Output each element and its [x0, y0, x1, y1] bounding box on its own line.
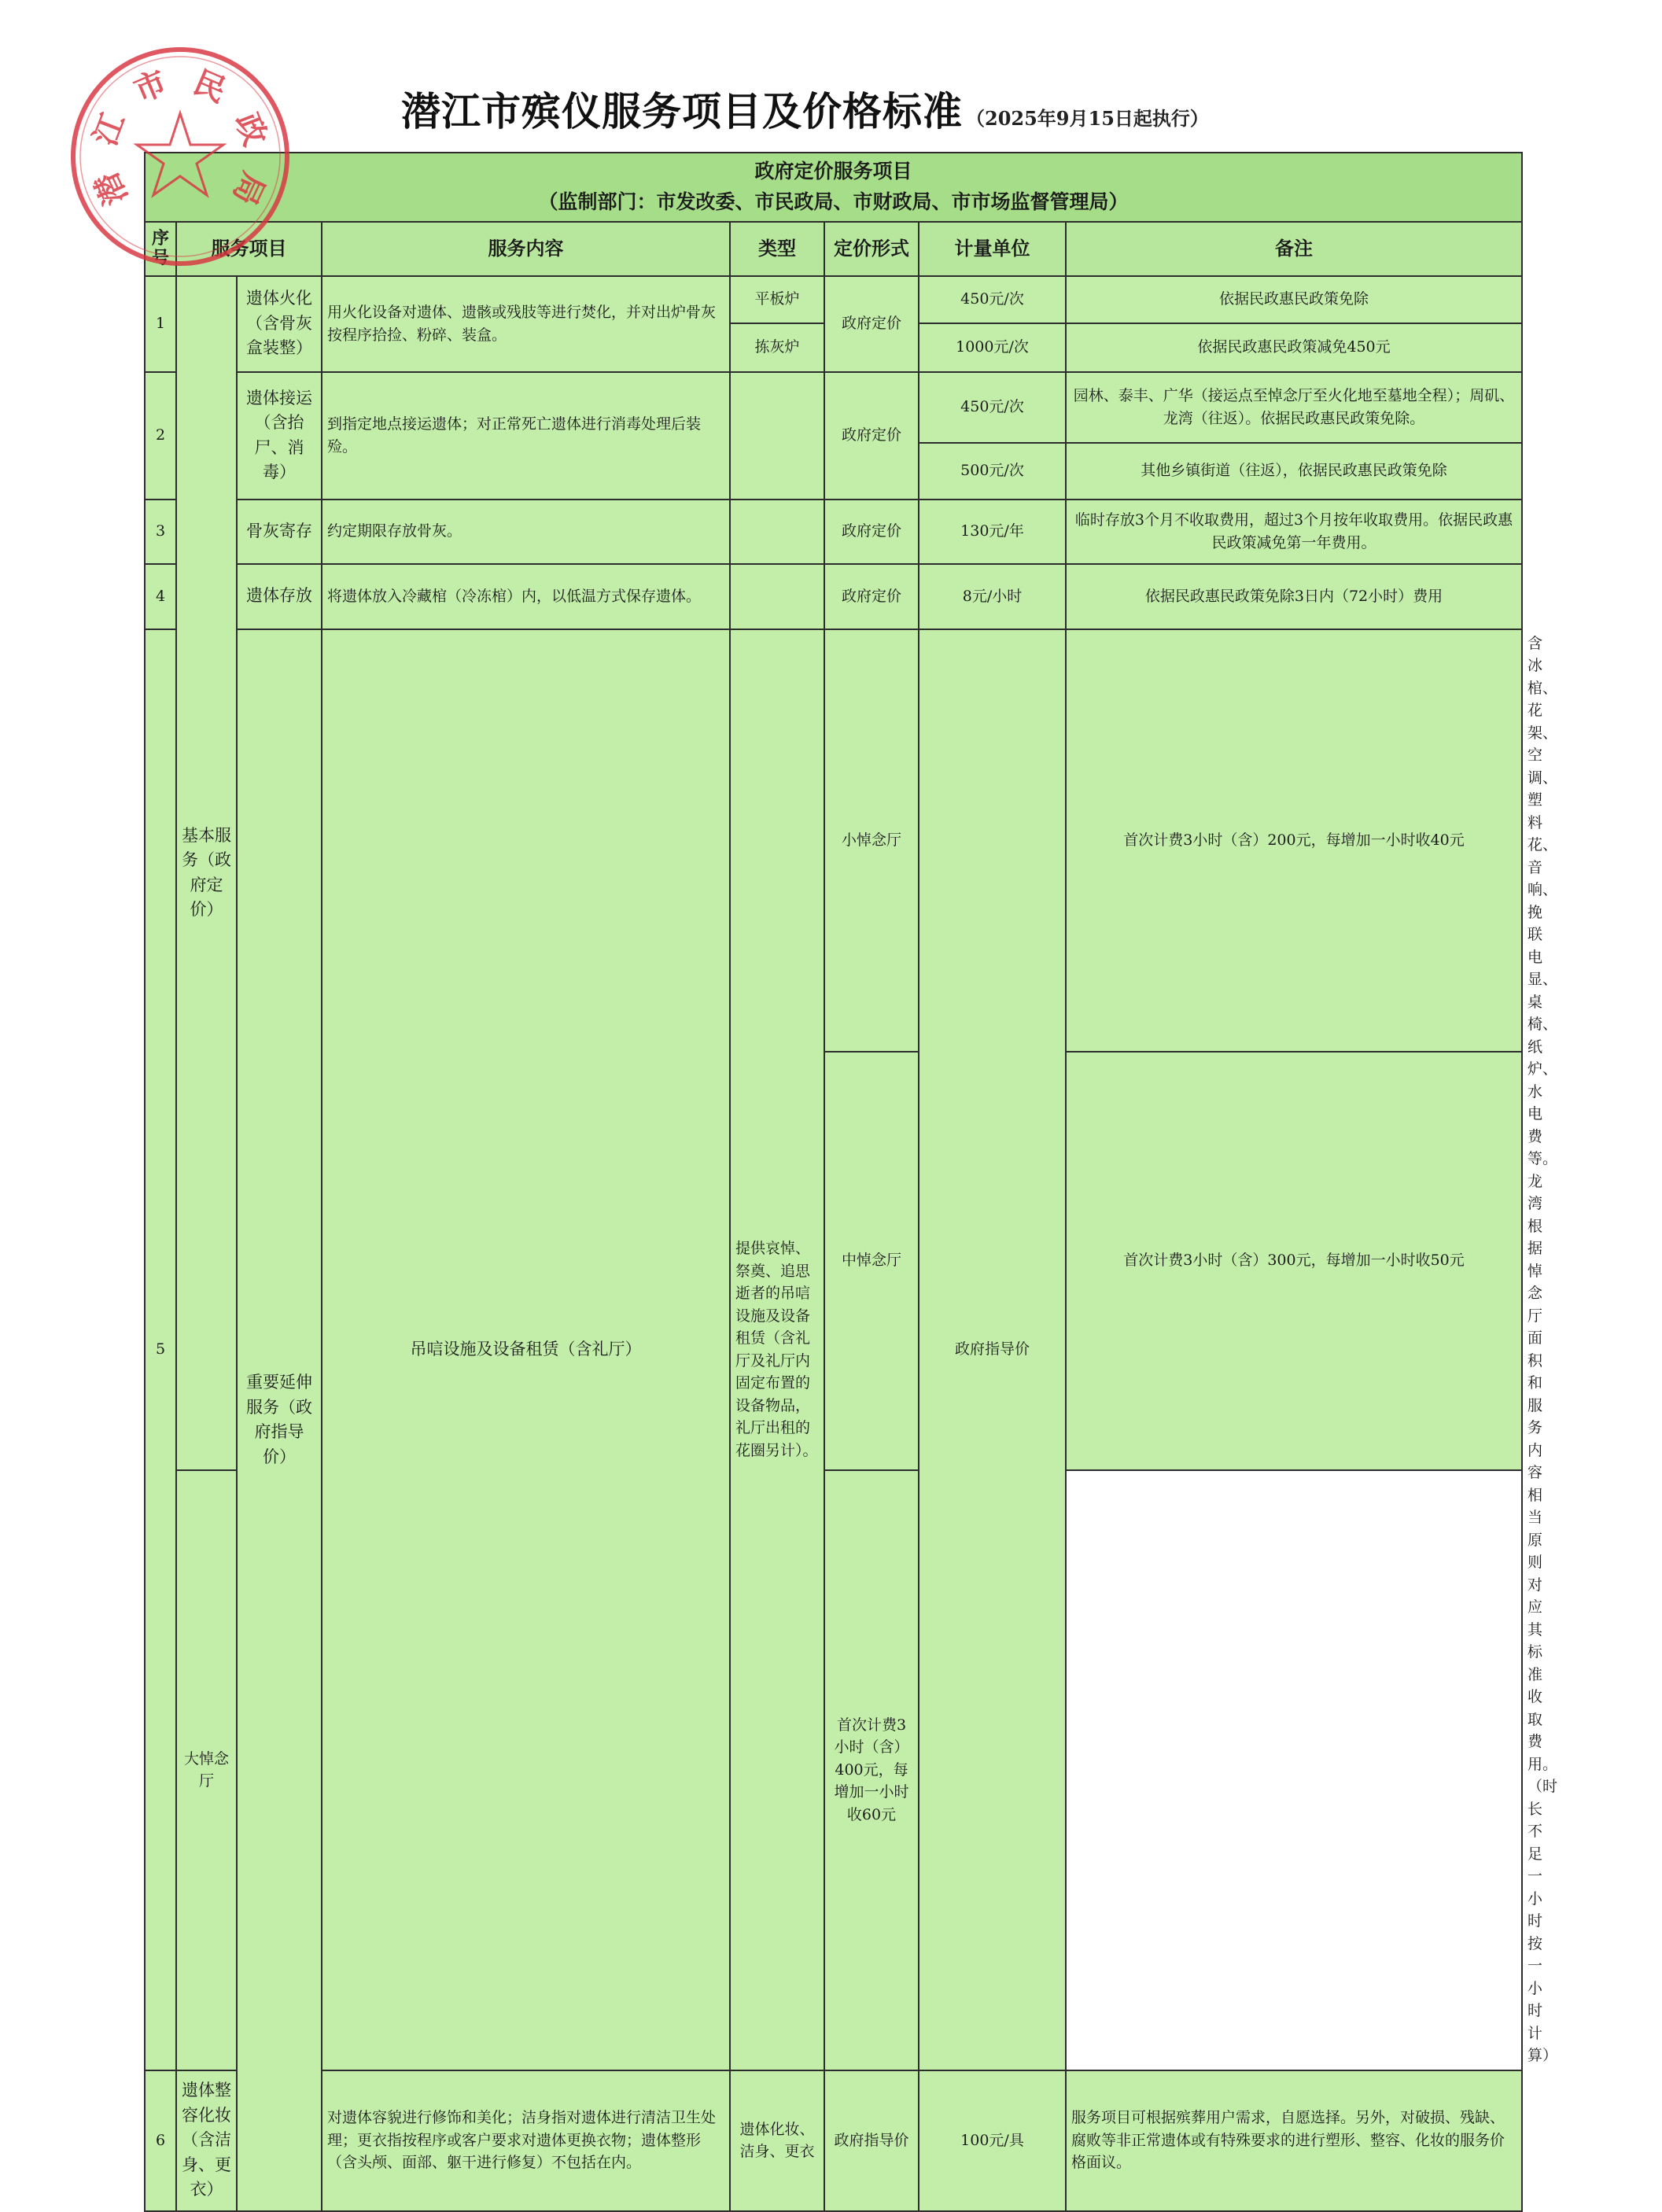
remark: 其他乡镇街道（往返），依据民政惠民政策免除 [1066, 443, 1522, 500]
table-row [145, 500, 1522, 564]
unit-price: 100元/具 [919, 2070, 1066, 2211]
service-type: 拣灰炉 [730, 323, 824, 372]
unit-price: 1000元/次 [919, 323, 1066, 372]
price-table [144, 152, 1558, 2212]
service-item: 遗体火化（含骨灰盒装整） [237, 276, 322, 372]
header-type: 类型 [730, 222, 824, 276]
pricing-form: 政府指导价 [824, 2070, 919, 2211]
unit-price: 450元/次 [919, 372, 1066, 443]
table-band-row [145, 153, 1522, 222]
header-content: 服务内容 [322, 222, 730, 276]
row-no: 3 [145, 500, 176, 564]
unit-price: 450元/次 [919, 276, 1066, 323]
unit-price: 首次计费3小时（含）200元，每增加一小时收40元 [1066, 629, 1522, 1052]
service-content: 对遗体容貌进行修饰和美化；洁身指对遗体进行清洁卫生处理；更衣指按程序或客户要求对遗体更换衣物；遗体整形（含头颅、面部、躯干进行修复）不包括在内。 [322, 2070, 730, 2211]
seal-char: 市 [129, 64, 172, 110]
table-row [145, 2070, 1522, 2211]
band-title-cell [145, 153, 1522, 222]
service-type: 中悼念厅 [824, 1052, 919, 1470]
service-type-empty [730, 500, 824, 564]
pricing-form: 政府定价 [824, 276, 919, 372]
service-content: 约定期限存放骨灰。 [322, 500, 730, 564]
category-basic: 基本服务（政府定价） [176, 276, 237, 1470]
pricing-form: 政府定价 [824, 564, 919, 629]
table-row: 5 重要延伸服务（政府指导价） 吊唁设施及设备租赁（含礼厅） 提供哀悼、祭奠、追思逝者的吊唁设施及设备租赁（含礼厅及礼厅内固定布置的设备物品，礼厅出租的花圈另计）。 小悼念厅 政府指导价 首次计费3小时（含）200元，每增加一小时收40元 含冰棺、花架、空调、塑料花、音响、挽联电显、桌椅、纸炉、水电费等。龙湾根据悼念厅面积和服务内容相当原则对应其标准收取费用。（时长不足一小时按一小时计算） [145, 629, 1522, 1052]
service-type: 遗体化妆、洁身、更衣 [730, 2070, 824, 2211]
remark: 依据民政惠民政策减免450元 [1066, 323, 1522, 372]
unit-price: 130元/年 [919, 500, 1066, 564]
title-effective-date: （2025年9月15日起执行） [966, 107, 1209, 130]
remark: 依据民政惠民政策免除3日内（72小时）费用 [1066, 564, 1522, 629]
seal-char: 民 [188, 64, 231, 110]
service-content: 将遗体放入冷藏棺（冷冻棺）内，以低温方式保存遗体。 [322, 564, 730, 629]
unit-price: 500元/次 [919, 443, 1066, 500]
row-no: 6 [145, 2070, 176, 2211]
pricing-form: 政府定价 [824, 500, 919, 564]
title-main: 潜江市殡仪服务项目及价格标准 [401, 89, 963, 135]
table-row [145, 564, 1522, 629]
service-type-empty [730, 372, 824, 500]
pricing-form: 政府定价 [824, 372, 919, 500]
row-no: 1 [145, 276, 176, 372]
category-extended: 重要延伸服务（政府指导价） [237, 629, 322, 2211]
header-no: 序号 [145, 222, 176, 276]
band-title: 政府定价服务项目 [754, 160, 912, 182]
service-type: 平板炉 [730, 276, 824, 323]
row-no: 5 [145, 629, 176, 2070]
band-departments: （监制部门：市发改委、市民政局、市财政局、市市场监督管理局） [538, 190, 1129, 213]
seal-char: 局 [225, 166, 272, 211]
row-no: 2 [145, 372, 176, 500]
unit-price: 首次计费3小时（含）400元，每增加一小时收60元 [824, 1470, 919, 2070]
header-unit: 计量单位 [919, 222, 1066, 276]
unit-price: 首次计费3小时（含）300元，每增加一小时收50元 [1066, 1052, 1522, 1470]
remark: 依据民政惠民政策免除 [1066, 276, 1522, 323]
service-content: 到指定地点接运遗体；对正常死亡遗体进行消毒处理后装殓。 [322, 372, 730, 500]
seal-char: 潜 [88, 166, 135, 211]
pricing-form: 政府指导价 [919, 629, 1066, 2070]
row-no: 4 [145, 564, 176, 629]
remark: 园林、泰丰、广华（接运点至悼念厅至火化地至墓地全程）；周矶、龙湾（往返）。依据民政惠民政策免除。 [1066, 372, 1522, 443]
header-item: 服务项目 [176, 222, 322, 276]
table-header-row [145, 222, 1522, 276]
service-type-empty [730, 564, 824, 629]
unit-price: 8元/小时 [919, 564, 1066, 629]
table-row [145, 276, 1522, 323]
service-item: 遗体整容化妆（含洁身、更衣） [176, 2070, 237, 2211]
service-type: 小悼念厅 [824, 629, 919, 1052]
seal-char: 江 [87, 108, 133, 151]
service-item: 遗体接运（含抬尸、消毒） [237, 372, 322, 500]
service-content: 用火化设备对遗体、遗骸或残肢等进行焚化，并对出炉骨灰按程序拾捡、粉碎、装盒。 [322, 276, 730, 372]
table-row [145, 372, 1522, 443]
header-remark: 备注 [1066, 222, 1522, 276]
header-pricing: 定价形式 [824, 222, 919, 276]
page-title [401, 80, 1209, 135]
remark: 服务项目可根据殡葬用户需求，自愿选择。另外，对破损、残缺、腐败等非正常遗体或有特殊要求的进行塑形、整容、化妆的服务价格面议。 [1066, 2070, 1522, 2211]
remark: 临时存放3个月不收取费用，超过3个月按年收取费用。依据民政惠民政策减免第一年费用。 [1066, 500, 1522, 564]
service-item: 遗体存放 [237, 564, 322, 629]
service-type: 大悼念厅 [176, 1470, 237, 2070]
service-content: 提供哀悼、祭奠、追思逝者的吊唁设施及设备租赁（含礼厅及礼厅内固定布置的设备物品，礼厅出租的花圈另计）。 [730, 629, 824, 2070]
seal-char: 政 [227, 108, 274, 151]
service-item: 吊唁设施及设备租赁（含礼厅） [322, 629, 730, 2070]
service-item: 骨灰寄存 [237, 500, 322, 564]
